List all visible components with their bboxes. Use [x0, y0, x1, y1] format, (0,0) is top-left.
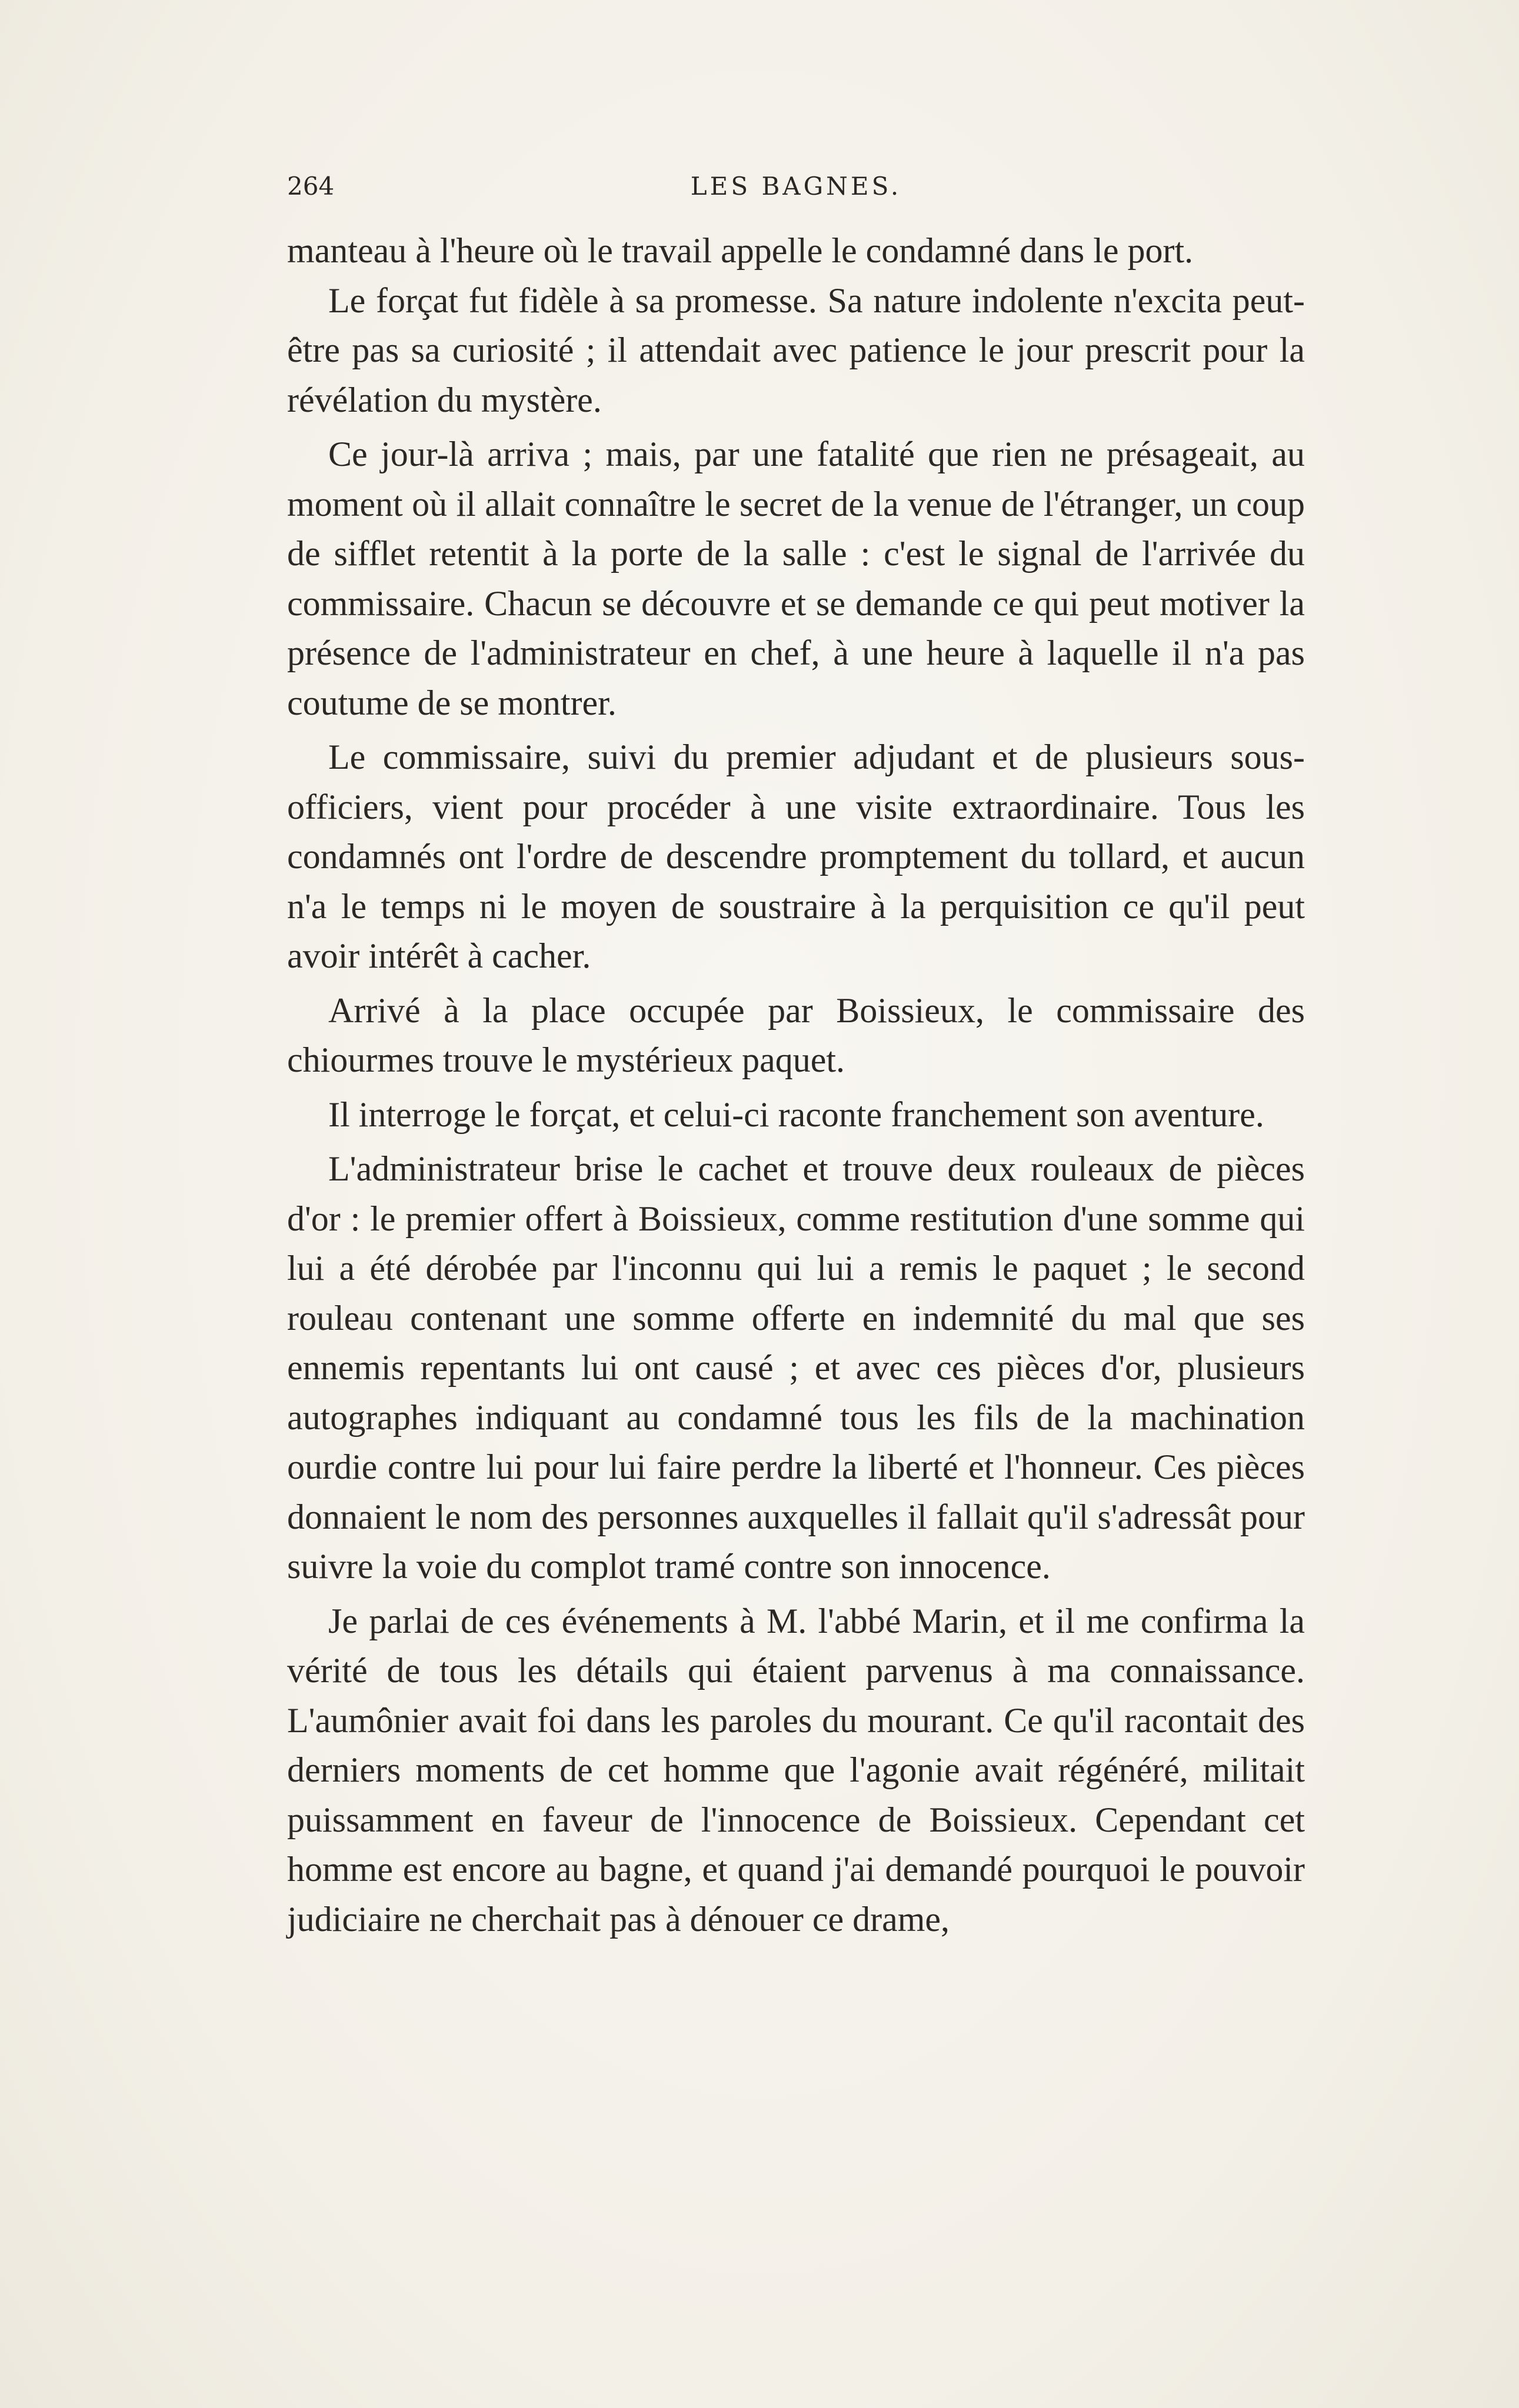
paragraph: Il interroge le forçat, et celui-ci raconte franchement son aventure.: [328, 1095, 1264, 1134]
paragraph: Je parlai de ces événements à M. l'abbé Marin, et il me confirma la vérité de tous les détails qui étaient parvenus à ma connaissance. L'aumônier avait foi dans les paroles du mourant. Ce qu'il racontait des derniers moments de cet homme que l'agonie avait régénéré, militait puissamment en faveur de l'innocence de Boissieux. Cependant cet homme est encore au bagne, et quand j'ai demandé pourquoi le pouvoir judiciaire ne cherchait pas à dénouer ce drame,: [287, 1601, 1305, 1939]
paragraph: L'administrateur brise le cachet et trouve deux rouleaux de pièces d'or : le premier offert à Boissieux, comme restitution d'une somme qui lui a été dérobée par l'inconnu qui lui a remis le paquet ; le second rouleau contenant une somme offerte en indemnité du mal que ses ennemis repentants lui ont causé ; et avec ces pièces d'or, plusieurs autographes indiquant au condamné tous les fils de la machination ourdie contre lui pour lui faire perdre la liberté et l'honneur. Ces pièces donnaient le nom des personnes auxquelles il fallait qu'il s'adressât pour suivre la voie du complot tramé contre son innocence.: [287, 1149, 1305, 1586]
running-head: [287, 166, 1305, 207]
paragraph: manteau à l'heure où le travail appelle le condamné dans le port.: [287, 231, 1194, 270]
paragraph: Ce jour-là arriva ; mais, par une fatalité que rien ne présageait, au moment où il allait connaître le secret de la venue de l'étranger, un coup de sifflet retentit à la porte de la salle : c'est le signal de l'arrivée du commissaire. Chacun se découvre et se demande ce qui peut motiver la présence de l'administrateur en chef, à une heure à laquelle il n'a pas coutume de se montrer.: [287, 435, 1305, 722]
paragraph: Arrivé à la place occupée par Boissieux, le commissaire des chiourmes trouve le mystérieux paquet.: [287, 990, 1305, 1079]
paragraph: Le forçat fut fidèle à sa promesse. Sa nature indolente n'excita peut-être pas sa curiosité ; il attendait avec patience le jour prescrit pour la révélation du mystère.: [287, 281, 1305, 419]
body-text: [287, 226, 1305, 1944]
running-title: LES BAGNES.: [690, 172, 902, 201]
paragraph: Le commissaire, suivi du premier adjudant et de plusieurs sous-officiers, vient pour procéder à une visite extraordinaire. Tous les condamnés ont l'ordre de descendre promptement du tollard, et aucun n'a le temps ni le moyen de soustraire à la perquisition ce qu'il peut avoir intérêt à cacher.: [287, 738, 1305, 975]
page-number: 264: [287, 172, 335, 201]
